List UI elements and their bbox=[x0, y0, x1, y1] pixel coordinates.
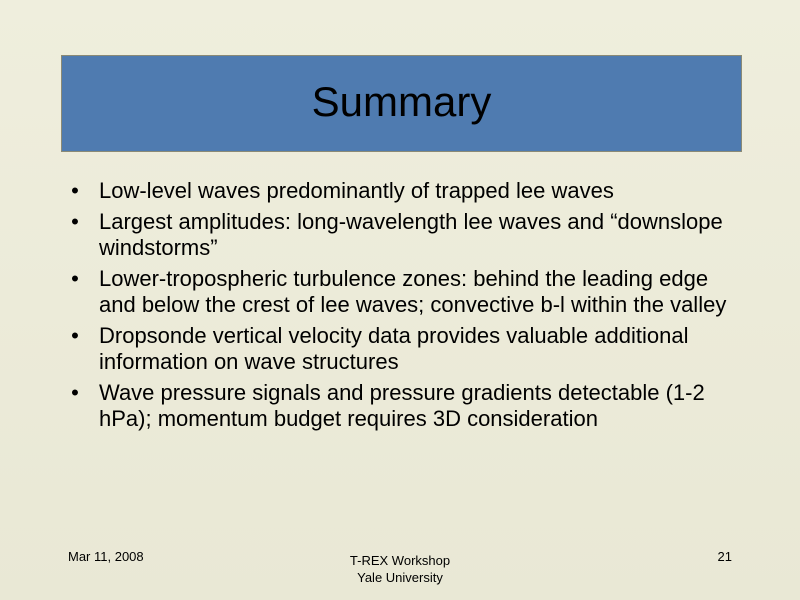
list-item bbox=[68, 178, 748, 204]
footer-event-name: T-REX Workshop bbox=[349, 553, 451, 568]
list-item bbox=[68, 380, 748, 432]
bullet-icon: • bbox=[71, 178, 79, 203]
bullet-icon: • bbox=[71, 380, 79, 405]
bullet-text: Wave pressure signals and pressure gradients detectable (1-2 hPa); momentum budget requires 3D consideration bbox=[99, 380, 705, 431]
list-item bbox=[68, 323, 748, 375]
title-banner bbox=[61, 55, 742, 152]
bullet-text: Lower-tropospheric turbulence zones: behind the leading edge and below the crest of lee waves; convective b-l within the valley bbox=[99, 266, 727, 317]
bullet-list bbox=[68, 178, 748, 437]
bullet-text: Largest amplitudes: long-wavelength lee waves and “downslope windstorms” bbox=[99, 209, 723, 260]
list-item bbox=[68, 266, 748, 318]
page-number: 21 bbox=[717, 549, 732, 564]
footer-event-venue: Yale University bbox=[357, 570, 443, 585]
bullet-icon: • bbox=[71, 266, 79, 291]
list-item bbox=[68, 209, 748, 261]
footer-date: Mar 11, 2008 bbox=[68, 549, 144, 564]
bullet-icon: • bbox=[71, 323, 79, 348]
footer-event bbox=[300, 552, 500, 586]
bullet-text: Dropsonde vertical velocity data provides valuable additional information on wave structures bbox=[99, 323, 689, 374]
slide-title: Summary bbox=[311, 77, 492, 125]
bullet-icon: • bbox=[71, 209, 79, 234]
bullet-text: Low-level waves predominantly of trapped lee waves bbox=[99, 178, 614, 203]
